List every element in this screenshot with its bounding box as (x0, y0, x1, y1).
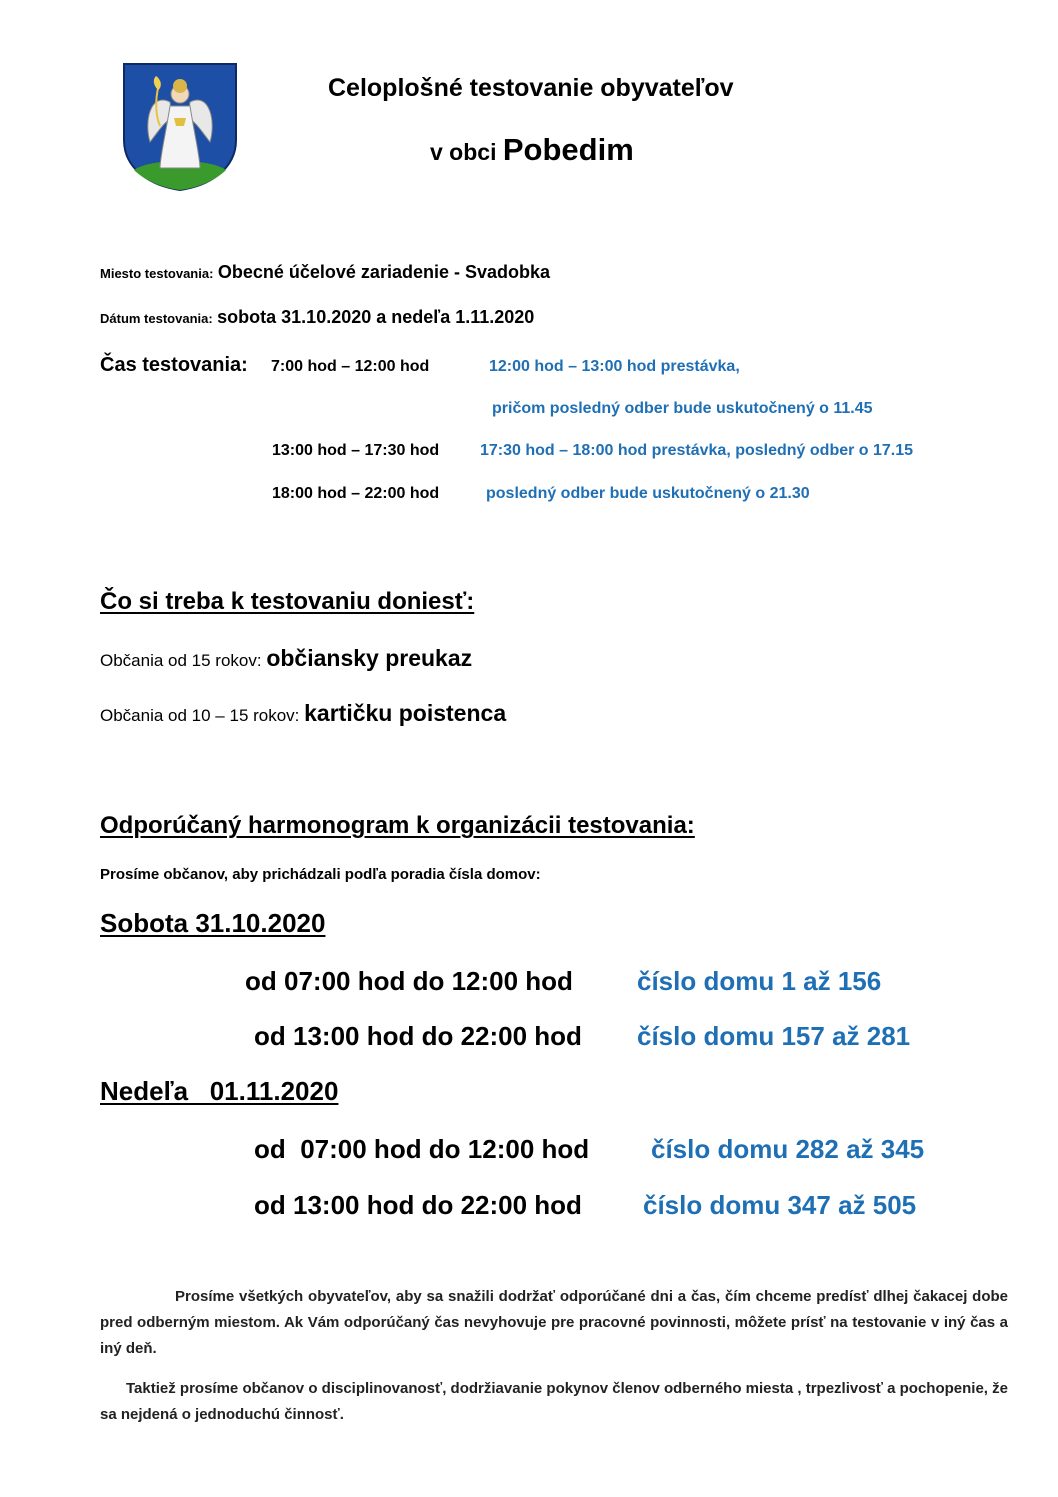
schedule-intro: Prosíme občanov, aby prichádzali podľa poradia čísla domov: (100, 866, 541, 883)
page-subtitle (430, 132, 634, 168)
sunday-slot-2-houses: číslo domu 347 až 505 (643, 1190, 917, 1220)
place-label: Miesto testovania: (100, 266, 214, 281)
time-slot-3: 18:00 hod – 22:00 hod (272, 485, 440, 502)
time-slot-2: 13:00 hod – 17:30 hod (272, 442, 440, 459)
saturday-slot-2-time: od 13:00 hod do 22:00 hod (254, 1021, 582, 1051)
time-note-1b: pričom posledný odber bude uskutočnený o 11.45 (492, 400, 873, 417)
saturday-slot-1-houses: číslo domu 1 až 156 (637, 966, 882, 996)
bring-item-1-value: občiansky preukaz (266, 645, 473, 671)
time-note-2: 17:30 hod – 18:00 hod prestávka, posledný odber o 17.15 (480, 442, 914, 459)
sunday-slot-1-houses: číslo domu 282 až 345 (651, 1134, 925, 1164)
place-value: Obecné účelové zariadenie - Svadobka (217, 262, 551, 282)
day-sunday: Nedeľa 01.11.2020 (100, 1076, 339, 1106)
subtitle-prefix: v obci (430, 139, 503, 165)
time-slot-1: 7:00 hod – 12:00 hod (271, 358, 430, 375)
schedule-heading: Odporúčaný harmonogram k organizácii testovania: (100, 812, 695, 839)
saturday-slot-2-houses: číslo domu 157 až 281 (637, 1021, 911, 1051)
bring-item-2 (100, 700, 506, 727)
date-line (100, 307, 534, 328)
time-label: Čas testovania: (100, 354, 248, 376)
sunday-slot-2-time: od 13:00 hod do 22:00 hod (254, 1190, 582, 1220)
place-line (100, 262, 550, 283)
sunday-slot-1-time: od 07:00 hod do 12:00 hod (254, 1134, 590, 1164)
bring-heading: Čo si treba k testovaniu doniesť: (100, 588, 475, 615)
bring-item-2-value: kartičku poistenca (304, 700, 507, 726)
page-title: Celoplošné testovanie obyvateľov (328, 74, 734, 102)
bring-item-2-label: Občania od 10 – 15 rokov: (100, 706, 305, 725)
saturday-slot-1-time: od 07:00 hod do 12:00 hod (245, 966, 573, 996)
bring-item-1 (100, 645, 472, 672)
time-note-3: posledný odber bude uskutočnený o 21.30 (486, 485, 810, 502)
footer-paragraph-2: Taktiež prosíme občanov o disciplinovanosť, dodržiavanie pokynov členov odberného miesta , trpezlivosť a pochopenie, že sa nejdená o jednoduchú činnosť. (100, 1380, 1008, 1423)
municipal-crest-icon (120, 62, 240, 192)
bring-item-1-label: Občania od 15 rokov: (100, 651, 267, 670)
date-label: Dátum testovania: (100, 311, 213, 326)
time-note-1: 12:00 hod – 13:00 hod prestávka, (489, 358, 740, 375)
municipality-name: Pobedim (502, 132, 634, 167)
footer-paragraph-1: Prosíme všetkých obyvateľov, aby sa snažili dodržať odporúčané dni a čas, čím chceme predísť dlhej čakacej dobe pred odberným miestom. Ak Vám odporúčaný čas nevyhovuje pre pracovné povinnosti, môžete prísť na testovanie v iný čas a iný deň. (100, 1288, 1008, 1357)
date-value: sobota 31.10.2020 a nedeľa 1.11.2020 (217, 307, 535, 327)
day-saturday: Sobota 31.10.2020 (100, 908, 326, 938)
